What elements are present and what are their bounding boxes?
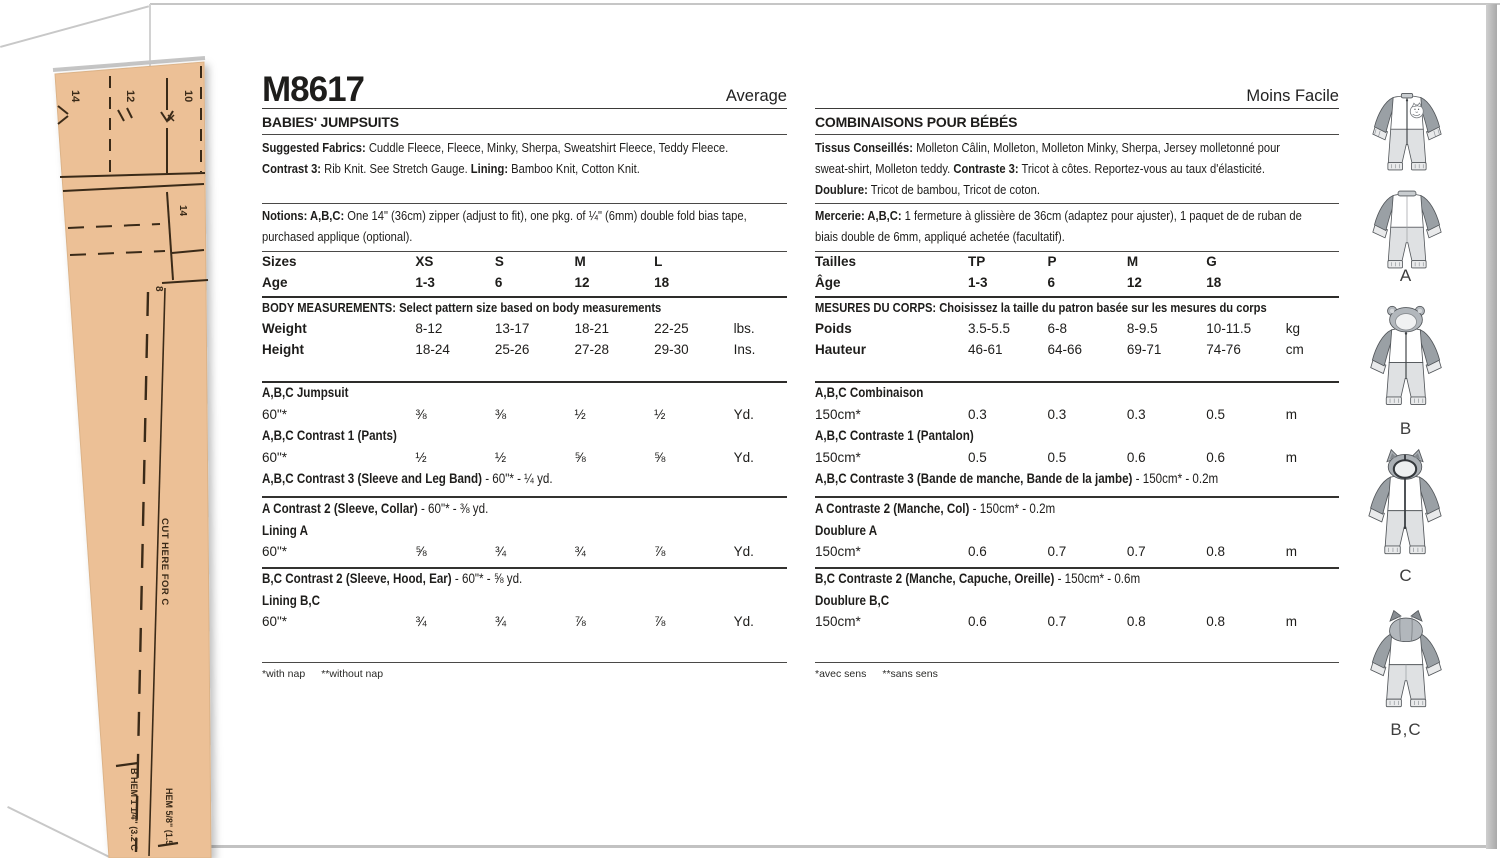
rule	[262, 567, 787, 569]
title-bar	[262, 70, 787, 108]
text-line: MESURES DU CORPS: Choisissez la taille du patron basée sur les mesures du corps	[815, 300, 1267, 315]
text-line: biais double de 6mm, appliqué achetée (facultatif).	[815, 229, 1065, 244]
pattern-number: M8617	[262, 70, 365, 109]
yardage-row: 60"* ⅝ ¾ ¾ ⅞ Yd.	[262, 544, 754, 559]
table-row: Height 18-24 25-26 27-28 29-30 Ins.	[262, 342, 756, 357]
rule	[815, 496, 1339, 498]
svg-text:B HEM 1 1/4" (3.2 C: B HEM 1 1/4" (3.2 C	[129, 768, 139, 851]
table-row: Weight 8-12 13-17 18-21 22-25 lbs.	[262, 321, 755, 336]
size-table-header	[815, 254, 1339, 296]
view-label-a: A	[1399, 266, 1413, 285]
jumpsuit-b-front-illustration	[1364, 300, 1448, 410]
table-row: Tailles TP P M G	[815, 254, 1217, 269]
rule	[262, 662, 787, 663]
table-row: Hauteur 46-61 64-66 69-71 74-76 cm	[815, 342, 1304, 357]
svg-text:CUT HERE FOR C: CUT HERE FOR C	[159, 518, 170, 606]
yardage-section-2	[262, 501, 787, 566]
yardage-heading: A,B,C Combinaison	[815, 385, 924, 400]
suggested-fabrics	[815, 140, 1339, 203]
yardage-row: 150cm* 0.6 0.7 0.7 0.8 m	[815, 544, 1297, 559]
yardage-heading: A,B,C Jumpsuit	[262, 385, 349, 400]
garment-title: COMBINAISONS POUR BÉBÉS	[815, 114, 1018, 130]
difficulty-rating: Average	[725, 87, 787, 105]
rule	[262, 134, 787, 135]
footnote-item: **sans sens	[882, 668, 938, 680]
nap-footnote	[815, 668, 1339, 680]
suggested-fabrics	[262, 140, 787, 182]
body-measurements-note	[262, 300, 787, 321]
english-column	[262, 70, 787, 720]
rule	[815, 381, 1339, 383]
body-measurements-table	[262, 321, 787, 363]
nap-footnote	[262, 668, 787, 680]
footnote-item: *avec sens	[815, 668, 867, 680]
svg-text:10: 10	[182, 90, 194, 103]
rule	[815, 108, 1339, 109]
body-measurements-table	[815, 321, 1339, 363]
yardage-inline-row: B,C Contrast 2 (Sleeve, Hood, Ear) - 60"* - ⅝ yd.	[262, 571, 523, 586]
text-line: purchased applique (optional).	[262, 229, 413, 244]
yardage-inline-row: A Contraste 2 (Manche, Col) - 150cm* - 0.2m	[815, 501, 1056, 516]
text-line: Suggested Fabrics: Cuddle Fleece, Fleece, Minky, Sherpa, Sweatshirt Fleece, Teddy Fleece.	[262, 140, 729, 155]
rule	[815, 567, 1339, 569]
yardage-row: 60"* ½ ½ ⅝ ⅝ Yd.	[262, 449, 754, 465]
yardage-heading: Doublure B,C	[815, 592, 890, 608]
svg-text:8: 8	[153, 286, 164, 292]
jumpsuit-c-front-illustration	[1362, 445, 1448, 561]
table-row: Sizes XS S M L	[262, 254, 663, 269]
svg-text:14: 14	[69, 90, 81, 103]
garment-title: BABIES' JUMPSUITS	[262, 114, 399, 130]
table-row: Age 1-3 6 12 18	[262, 275, 670, 290]
rule	[262, 203, 787, 204]
svg-text:HEM 5/8" (1.5: HEM 5/8" (1.5	[164, 788, 174, 846]
title-bar	[815, 70, 1339, 108]
rule	[815, 296, 1339, 298]
view-label-c: C	[1399, 566, 1413, 585]
rule	[262, 108, 787, 109]
rule	[815, 134, 1339, 135]
footnote-item: **without nap	[321, 668, 384, 680]
table-row: Poids 3.5-5.5 6-8 8-9.5 10-11.5 kg	[815, 321, 1300, 336]
text-line: sweat-shirt, Molleton teddy. Contraste 3: Tricot à côtes. Reportez-vous au taux d'élasticité.	[815, 161, 1265, 176]
text-line: Mercerie: A,B,C: 1 fermeture à glissière de 36cm (adaptez pour ajuster), 1 paquet de de ruban de	[815, 208, 1302, 223]
rule	[262, 251, 787, 252]
table-row: Âge 1-3 6 12 18	[815, 275, 1222, 290]
rule	[262, 496, 787, 498]
view-label-b: B	[1399, 419, 1413, 438]
text-line: Doublure: Tricot de bambou, Tricot de coton.	[815, 182, 1040, 197]
sheet-bottom-edge	[150, 845, 1497, 848]
yardage-heading: A,B,C Contraste 1 (Pantalon)	[815, 428, 974, 443]
yardage-heading: Lining A	[262, 522, 309, 538]
yardage-section-2	[815, 501, 1339, 566]
yardage-section-3	[262, 571, 787, 636]
text-line: Notions: A,B,C: One 14" (36cm) zipper (adjust to fit), one pkg. of ¼" (6mm) double fold bias tape,	[262, 208, 747, 223]
rule	[262, 296, 787, 298]
svg-text:14: 14	[177, 205, 188, 217]
yardage-row: 150cm* 0.6 0.7 0.8 0.8 m	[815, 614, 1297, 629]
yardage-heading: Lining B,C	[262, 592, 321, 608]
yardage-inline-row: A,B,C Contraste 3 (Bande de manche, Bande de la jambe) - 150cm* - 0.2m	[815, 471, 1219, 486]
yardage-section-1	[262, 385, 787, 493]
text-line: Contrast 3: Rib Knit. See Stretch Gauge. Lining: Bamboo Knit, Cotton Knit.	[262, 161, 640, 176]
yardage-row: 60"* ⅜ ⅜ ½ ½ Yd.	[262, 406, 754, 422]
rule	[815, 203, 1339, 204]
jumpsuit-a-front-illustration	[1366, 78, 1448, 174]
sheet-right-edge	[1486, 4, 1497, 849]
yardage-row: 150cm* 0.5 0.5 0.6 0.6 m	[815, 449, 1297, 465]
french-column	[815, 70, 1339, 720]
body-measurements-note	[815, 300, 1339, 321]
yardage-heading: A,B,C Contrast 1 (Pants)	[262, 428, 397, 443]
size-table-header	[262, 254, 787, 296]
footnote-item: *with nap	[262, 668, 306, 680]
rule	[815, 251, 1339, 252]
view-label-bc: B,C	[1390, 720, 1422, 739]
text-line: BODY MEASUREMENTS: Select pattern size based on body measurements	[262, 300, 662, 315]
notions	[815, 208, 1339, 250]
sheet-top-edge	[150, 3, 1500, 5]
jumpsuit-bc-back-illustration	[1364, 602, 1448, 714]
yardage-heading: Doublure A	[815, 522, 878, 538]
svg-text:12: 12	[124, 90, 136, 103]
yardage-inline-row: A,B,C Contrast 3 (Sleeve and Leg Band) - 60"* - ¼ yd.	[262, 471, 553, 486]
rule	[262, 381, 787, 383]
yardage-section-3	[815, 571, 1339, 636]
rule	[815, 662, 1339, 663]
text-line: Tissus Conseillés: Molleton Câlin, Molleton, Molleton Minky, Sherpa, Jersey molletonné pour	[815, 140, 1281, 155]
yardage-row: 60"* ¾ ¾ ⅞ ⅞ Yd.	[262, 614, 754, 629]
difficulty-rating: Moins Facile	[1246, 87, 1339, 105]
tissue-pattern-piece	[0, 0, 230, 858]
yardage-section-1	[815, 385, 1339, 493]
notions	[262, 208, 787, 250]
yardage-row: 150cm* 0.3 0.3 0.3 0.5 m	[815, 406, 1297, 422]
yardage-inline-row: A Contrast 2 (Sleeve, Collar) - 60"* - ⅜ yd.	[262, 501, 489, 516]
jumpsuit-a-back-illustration	[1366, 176, 1448, 272]
yardage-inline-row: B,C Contraste 2 (Manche, Capuche, Oreille) - 150cm* - 0.6m	[815, 571, 1141, 586]
